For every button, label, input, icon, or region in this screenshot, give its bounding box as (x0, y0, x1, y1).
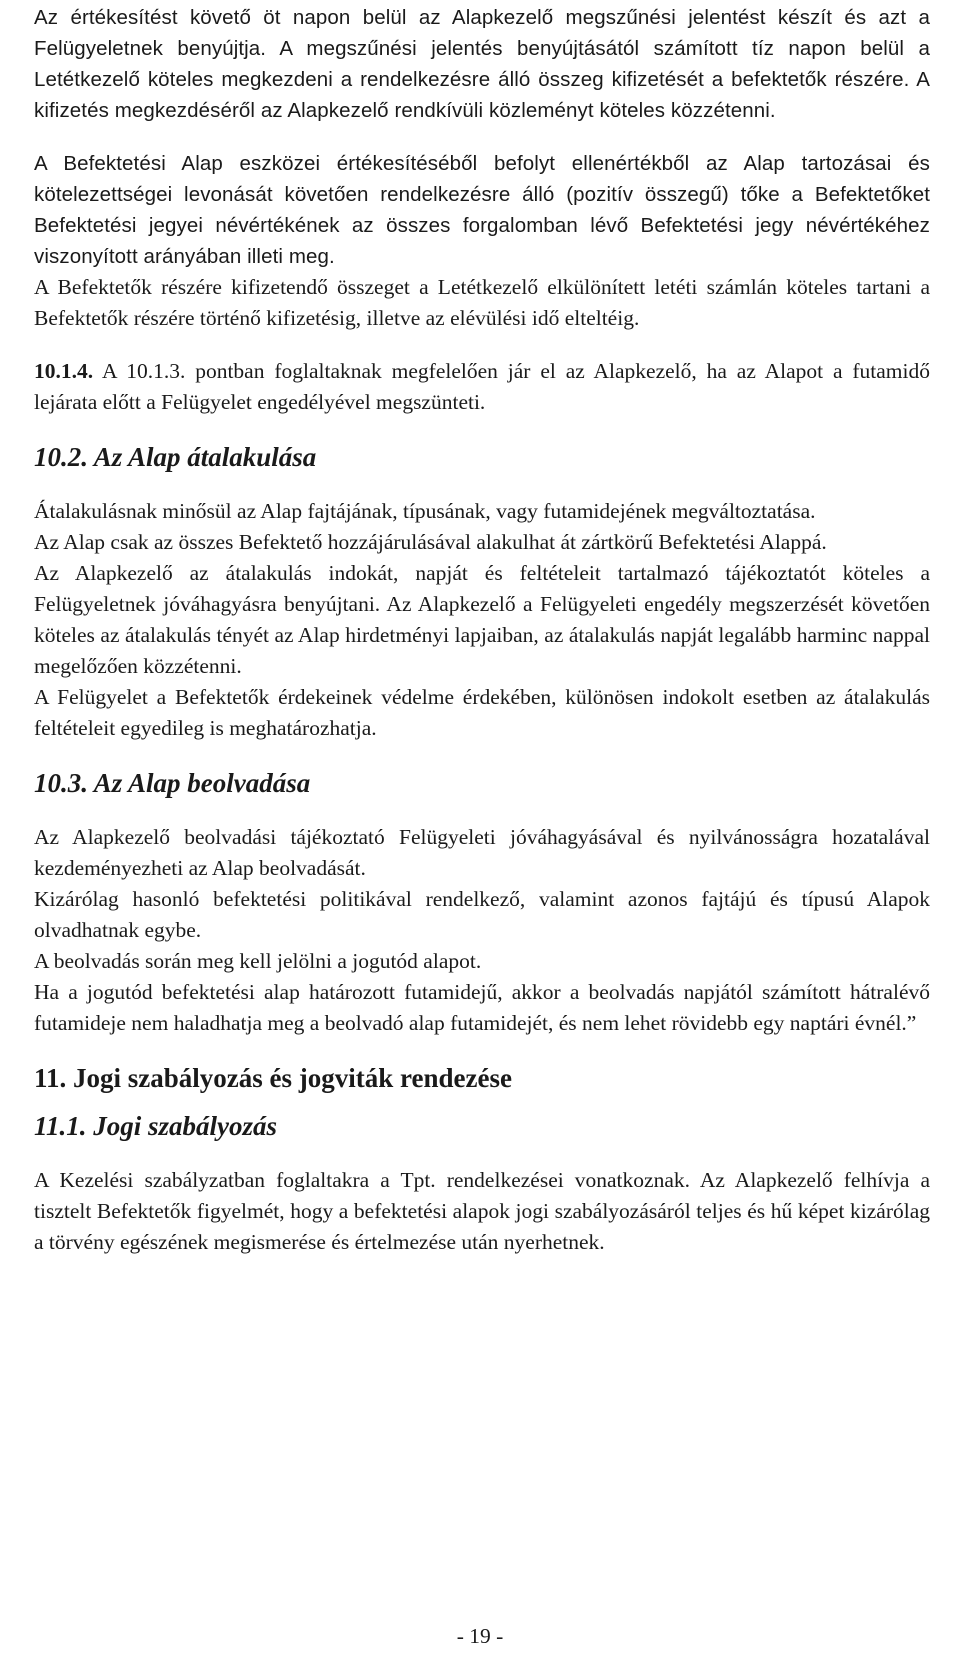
paragraph-10-3-b: Kizárólag hasonló befektetési politikával rendelkező, valamint azonos fajtájú és típusú Alapok olvadhatnak egybe. (34, 887, 930, 942)
paragraph-intro: Az értékesítést követő öt napon belül az Alapkezelő megszűnési jelentést készít és azt a Felügyeletnek benyújtja. A megszűnési jelentés benyújtásától számított tíz napon belül a Letétkezelő köteles megkezdeni a rendelkezésre álló összeg kifizetését a befektetők részére. A kifizetés megkezdéséről az Alapkezelő rendkívüli közleményt köteles közzétenni. (34, 6, 930, 122)
section-10-1-4 (34, 356, 930, 418)
paragraph-10-2-b: Az Alap csak az összes Befektető hozzájárulásával alakulhat át zártkörű Befektetési Alappá. (34, 530, 827, 554)
section-number: 10.1.4. (34, 359, 94, 383)
paragraph-10-3-c: A beolvadás során meg kell jelölni a jogutód alapot. (34, 949, 482, 973)
paragraph-10-2-c: Az Alapkezelő az átalakulás indokát, napját és feltételeit tartalmazó tájékoztatót köteles a Felügyeletnek jóváhagyásra benyújtani. Az Alapkezelő a Felügyeleti engedély megszerzését követően köteles az átalakulás tényét az Alap hirdetményi lapjaiban, az átalakulás napját legalább harminc nappal megelőzően közzétenni. (34, 561, 930, 678)
paragraph-allocation: A Befektetési Alap eszközei értékesítéséből befolyt ellenértékből az Alap tartozásai és kötelezettségei levonását követően rendelkezésre álló (pozitív összegű) tőke a Befektetőket Befektetési jegyei névértékének az összes forgalomban lévő Befektetési jegy névértékéhez viszonyított arányában illeti meg. (34, 152, 930, 268)
page-number: - 19 - (456, 1624, 504, 1648)
paragraph-10-3-d: Ha a jogutód befektetési alap határozott futamidejű, akkor a beolvadás napjától számított hátralévő futamideje nem haladhatja meg a beolvadó alap futamidejét, és nem lehet rövidebb egy naptári évnél.” (34, 980, 930, 1035)
heading-10-2: 10.2. Az Alap átalakulása (34, 442, 317, 472)
paragraph-11-1: A Kezelési szabályzatban foglaltakra a Tpt. rendelkezései vonatkoznak. Az Alapkezelő felhívja a tisztelt Befektetők figyelmét, hogy a befektetési alapok jogi szabályozásáról teljes és hű képet kizárólag a törvény egészének megismerése és értelmezése után nyerhetnek. (34, 1168, 930, 1254)
paragraph-10-2-d: A Felügyelet a Befektetők érdekeinek védelme érdekében, különösen indokolt esetben az átalakulás feltételeit egyedileg is meghatározhatja. (34, 685, 930, 740)
paragraph-10-2-a: Átalakulásnak minősül az Alap fajtájának, típusának, vagy futamidejének megváltoztatása. (34, 499, 816, 523)
heading-10-3: 10.3. Az Alap beolvadása (34, 768, 311, 798)
document-page (34, 0, 930, 1258)
heading-11: 11. Jogi szabályozás és jogviták rendezése (34, 1063, 512, 1093)
section-text: A 10.1.3. pontban foglaltaknak megfelelően jár el az Alapkezelő, ha az Alapot a futamidő lejárata előtt a Felügyelet engedélyével megszünteti. (34, 359, 930, 414)
paragraph-10-3-a: Az Alapkezelő beolvadási tájékoztató Felügyeleti jóváhagyásával és nyilvánosságra hozatalával kezdeményezheti az Alap beolvadását. (34, 825, 930, 880)
paragraph-escrow: A Befektetők részére kifizetendő összeget a Letétkezelő elkülönített letéti számlán köteles tartani a Befektetők részére történő kifizetésig, illetve az elévülési idő elteltéig. (34, 275, 930, 330)
heading-11-1: 11.1. Jogi szabályozás (34, 1111, 278, 1141)
